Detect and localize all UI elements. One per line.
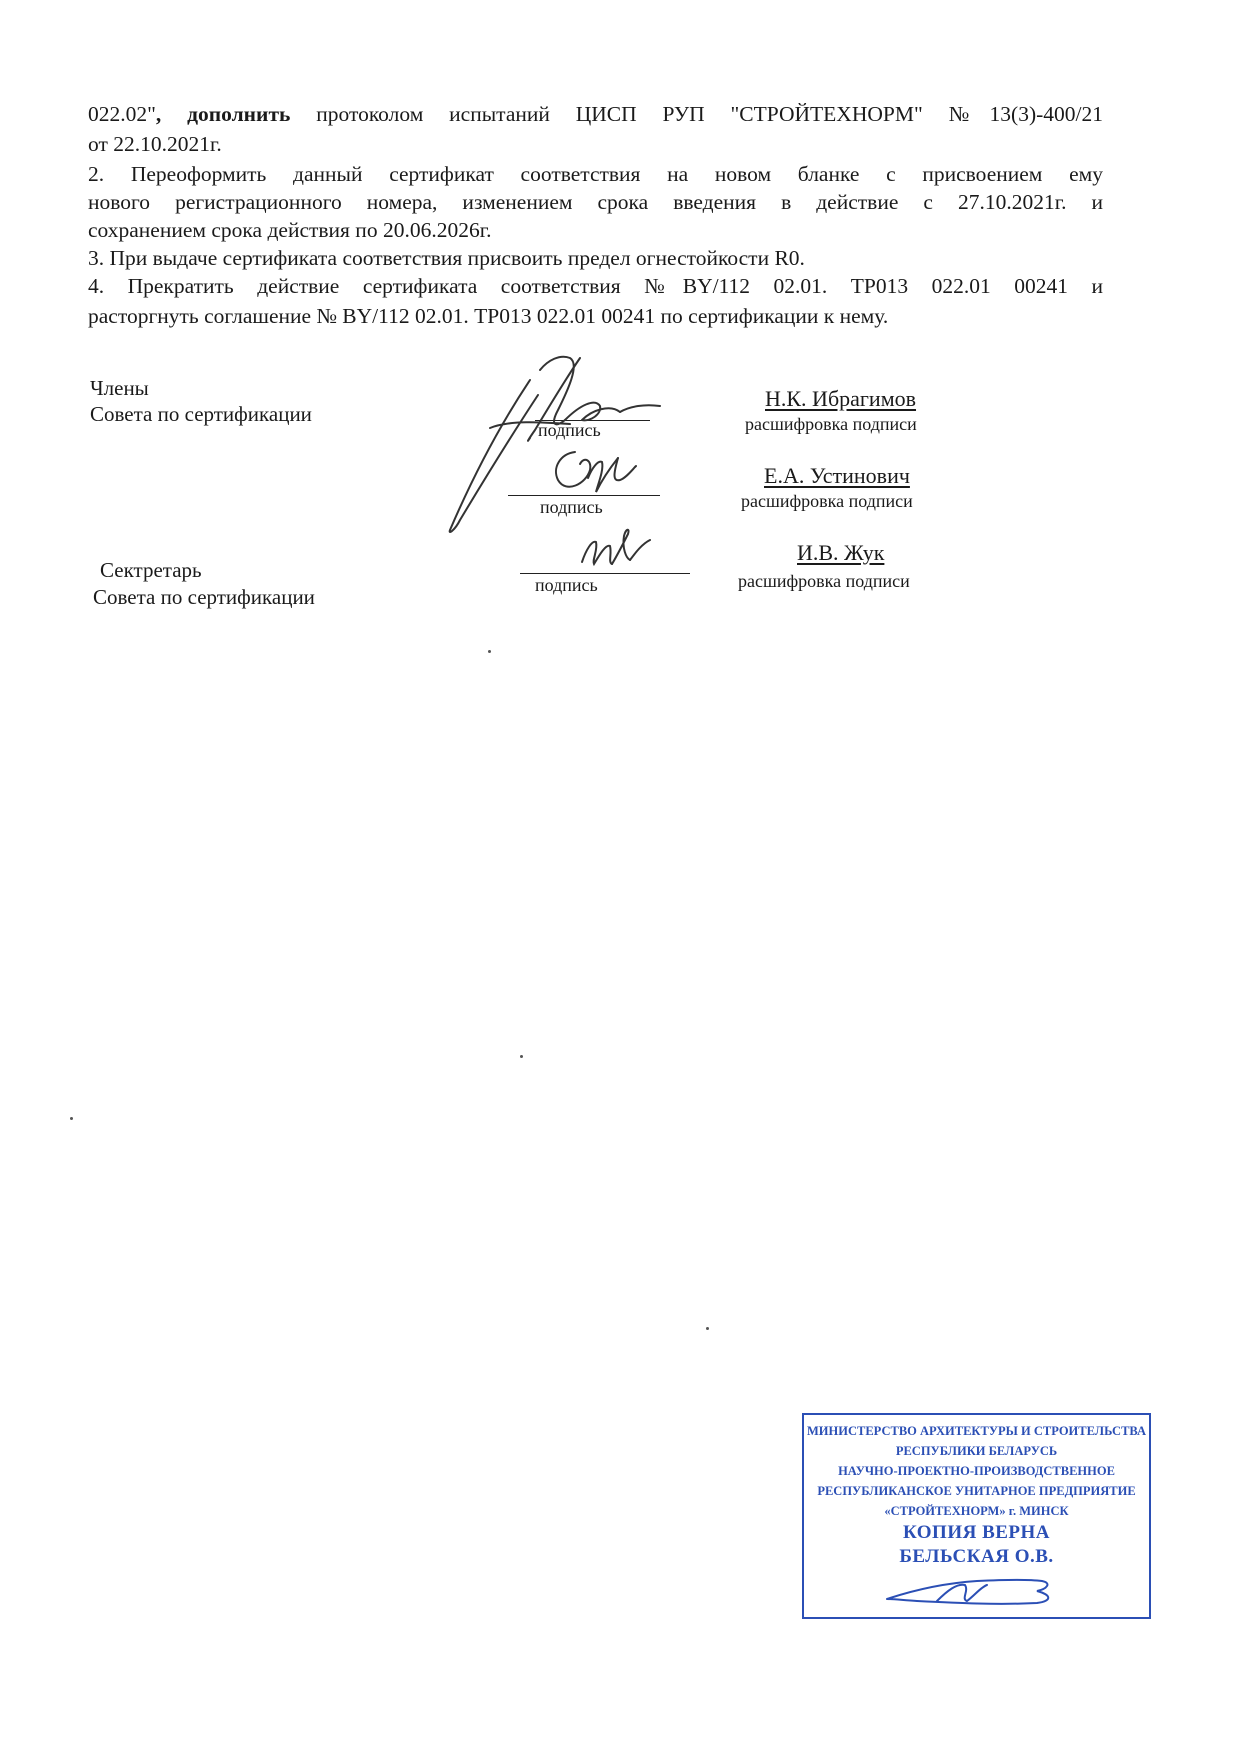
members-label: Члены (90, 376, 149, 400)
signature-ustinovich-image (540, 440, 650, 505)
paragraph-4-line-2: расторгнуть соглашение № BY/112 02.01. ТР013 022.01 00241 по сертификации к нему. (88, 304, 889, 328)
decode-caption-1: расшифровка подписи (745, 414, 917, 434)
stamp-line-4: РЕСПУБЛИКАНСКОЕ УНИТАРНОЕ ПРЕДПРИЯТИЕ (817, 1484, 1136, 1498)
scan-speck (706, 1327, 709, 1330)
signature-caption-2: подпись (540, 497, 603, 517)
paragraph-1-line-2: от 22.10.2021г. (88, 132, 222, 156)
paragraph-2-line-3: сохранением срока действия по 20.06.2026г. (88, 218, 492, 242)
scan-speck (70, 1117, 73, 1120)
decode-caption-2: расшифровка подписи (741, 491, 913, 511)
paragraph-2-line-2: нового регистрационного номера, изменением срока введения в действие с 27.10.2021г. и (88, 190, 1103, 214)
member-name-2: Е.А. Устинович (764, 463, 910, 488)
stamp-signer-name: БЕЛЬСКАЯ О.В. (899, 1546, 1054, 1567)
paragraph-3: 3. При выдаче сертификата соответствия присвоить предел огнестойкости R0. (88, 246, 805, 270)
stamp-line-2: РЕСПУБЛИКИ БЕЛАРУСЬ (895, 1444, 1058, 1458)
text-fragment: 022.02" (88, 102, 156, 126)
stamp-line-3: НАУЧНО-ПРОЕКТНО-ПРОИЗВОДСТВЕННОЕ (838, 1464, 1115, 1478)
stamp-line-1: МИНИСТЕРСТВО АРХИТЕКТУРЫ И СТРОИТЕЛЬСТВА (807, 1424, 1146, 1438)
secretary-name: И.В. Жук (797, 540, 885, 565)
copy-certification-stamp (802, 1413, 1151, 1619)
decode-caption-3: расшифровка подписи (738, 571, 910, 591)
scan-speck (520, 1055, 523, 1058)
paragraph-2-line-1: 2. Переоформить данный сертификат соответствия на новом бланке с присвоением ему (88, 162, 1103, 186)
scan-speck (488, 650, 491, 653)
signature-caption-1: подпись (538, 420, 601, 440)
text-fragment: протоколом испытаний ЦИСП РУП "СТРОЙТЕХНОРМ" №13(3)-400/21 (290, 102, 1104, 126)
stamp-line-5: «СТРОЙТЕХНОРМ» г. МИНСК (884, 1504, 1069, 1518)
stamp-copy-verified: КОПИЯ ВЕРНА (902, 1522, 1051, 1543)
secretary-council-label: Совета по сертификации (93, 585, 315, 609)
secretary-label: Сектретарь (100, 558, 202, 582)
text-fragment-bold: , дополнить (155, 102, 291, 126)
member-name-1: Н.К. Ибрагимов (765, 386, 917, 411)
signature-zhuk-image (570, 514, 660, 574)
members-council-label: Совета по сертификации (90, 402, 312, 426)
paragraph-4-line-1: 4. Прекратить действие сертификата соответствия №BY/112 02.01. ТР013 022.01 00241 и (88, 274, 1103, 298)
signature-caption-3: подпись (535, 575, 598, 595)
paragraph-1-line-1 (88, 100, 1103, 128)
stamp-signature-image (877, 1571, 1077, 1611)
